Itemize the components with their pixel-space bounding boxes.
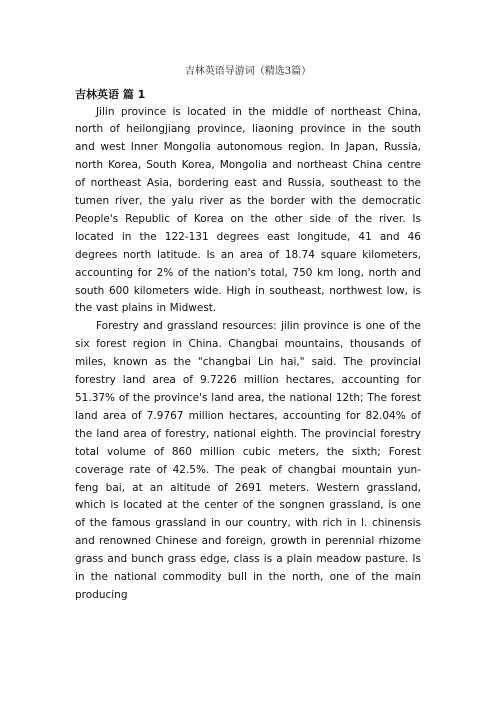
document-body [75, 86, 421, 605]
section-heading: 吉林英语 篇 1 [75, 88, 146, 101]
page-header-title: 吉林英语导游词（精选3篇） [184, 66, 312, 77]
paragraph-overview: Jilin province is located in the middle of northeast China, north of heilongjiang province, liaoning province in the south and west Inner Mongolia autonomous region. In Japan, Russia, north Korea, South Korea, Mongolia and northeast China centre of northeast Asia, bordering east and Russia, southeast to the tumen river, the yalu river as the border with the democratic People's Republic of Korea on the other side of the river. Is located in the 122-131 degrees east longitude, 41 and 46 degrees north latitude. Is an area of 18.74 square kilometers, accounting for 2% of the nation's total, 750 km long, north and south 600 kilometers wide. High in southeast, northwest low, is the vast plains in Midwest. [75, 105, 421, 315]
paragraph-forestry-grassland: Forestry and grassland resources: jilin province is one of the six forest region in China. Changbai mountains, thousands of miles, known as the "changbai Lin hai," said. The provincial forestry land area of 9.7226 million hectares, accounting for 51.37% of the province's land area, the national 12th; The forest land area of 7.9767 million hectares, accounting for 82.04% of the land area of forestry, national eighth. The provincial forestry total volume of 860 million cubic meters, the sixth; Forest coverage rate of 42.5%. The peak of changbai mountain yun-feng bai, at an altitude of 2691 meters. Western grassland, which is located at the center of the songnen grassland, is one of the famous grassland in our country, with rich in l. chinensis and renowned Chinese and foreign, growth in perennial rhizome grass and bunch grass edge, class is a plain meadow pasture. Is in the national commodity bull in the north, one of the main producing [75, 320, 421, 601]
